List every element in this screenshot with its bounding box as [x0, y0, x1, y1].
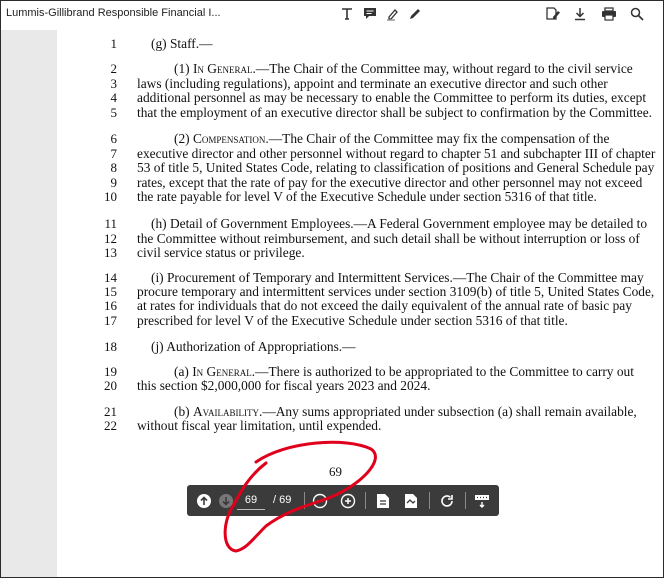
document-line: (j) Authorization of Appropriations.— [151, 339, 356, 354]
line-number: 14 [104, 270, 117, 285]
document-line: (h) Detail of Government Employees.—A Federal Government employee may be detailed to [151, 216, 648, 231]
line-prefix: (2) [174, 131, 193, 146]
comment-icon[interactable] [360, 5, 380, 23]
line-number: 6 [110, 131, 117, 146]
toolbar-divider [429, 492, 430, 509]
document-line: the rate payable for level V of the Executive Schedule under section 5316 of that title. [137, 189, 597, 204]
document-line: prescribed for level V of the Executive Schedule under section 5316 of that title. [137, 313, 568, 328]
top-toolbar [1, 1, 663, 30]
fit-page-icon[interactable] [373, 491, 393, 511]
line-body: .—Any sums appropriated under subsection (a) shall remain available, [258, 404, 637, 419]
document-title: Lummis-Gillibrand Responsible Financial I... [6, 7, 221, 19]
current-page-input[interactable]: 69 [237, 491, 265, 510]
page-up-icon[interactable] [194, 491, 214, 511]
total-pages-label: / 69 [273, 494, 292, 506]
document-line: (i) Procurement of Temporary and Intermittent Services.—The Chair of the Committee may [151, 270, 644, 285]
line-number: 10 [104, 189, 117, 204]
line-number: 1 [110, 36, 117, 51]
line-body: .—The Chair of the Committee may fix the compensation of the [265, 131, 610, 146]
page-navigation-toolbar [187, 485, 499, 516]
line-number: 7 [110, 146, 117, 161]
rotate-icon[interactable] [437, 491, 457, 511]
document-line [174, 61, 633, 77]
line-number: 16 [104, 298, 117, 313]
line-prefix: (b) [174, 404, 193, 419]
document-line: laws (including regulations), appoint and terminate an executive director and such other [137, 76, 608, 91]
zoom-out-icon[interactable] [310, 491, 330, 511]
toolbar-divider [304, 492, 305, 509]
line-number: 20 [104, 378, 117, 393]
document-line: 53 of title 5, United States Code, relating to classification of positions and General Schedule pay [137, 160, 655, 175]
section-heading: In General [192, 364, 252, 379]
line-number: 22 [104, 418, 117, 433]
search-icon[interactable] [627, 5, 647, 23]
section-heading: In General [192, 61, 253, 76]
line-number: 11 [104, 216, 117, 231]
document-line: procure temporary and intermittent services under section 3109(b) of title 5, United States Code, [137, 284, 655, 299]
document-line: at rates for individuals that do not exceed the daily equivalent of the annual rate of basic pay [137, 298, 632, 313]
toolbar-divider [365, 492, 366, 509]
fill-sign-icon[interactable] [543, 5, 563, 23]
line-number: 9 [110, 175, 117, 190]
document-line: (g) Staff.— [151, 36, 213, 51]
line-number: 17 [104, 313, 117, 328]
line-number: 12 [104, 231, 117, 246]
document-line: the Committee without reimbursement, and such detail shall be without interruption or loss of [137, 231, 640, 246]
document-line: civil service status or privilege. [137, 245, 305, 260]
section-heading: Compensation [192, 131, 266, 146]
document-line: without fiscal year limitation, until expended. [137, 418, 382, 433]
line-number: 8 [110, 160, 117, 175]
line-number: 15 [104, 284, 117, 299]
zoom-in-icon[interactable] [338, 491, 358, 511]
text-tool-icon[interactable] [337, 5, 357, 23]
document-line: additional personnel as may be necessary to enable the Committee to perform its duties, except [137, 90, 647, 105]
line-number: 13 [104, 245, 117, 260]
line-number: 3 [110, 76, 117, 91]
line-number: 5 [110, 105, 117, 120]
line-prefix: (a) [174, 364, 193, 379]
page-down-icon[interactable] [216, 491, 236, 511]
document-line: rates, except that the rate of pay for the executive director and other personnel may not exceed [137, 175, 643, 190]
section-heading: Availability [192, 404, 259, 419]
toolbar-divider [465, 492, 466, 509]
line-number: 18 [104, 339, 117, 354]
document-line: executive director and other personnel without regard to chapter 51 and subchapter III of chapter [137, 146, 656, 161]
document-line [174, 131, 609, 147]
fit-width-icon[interactable] [401, 491, 421, 511]
line-body: .—There is authorized to be appropriated to the Committee to carry out [251, 364, 634, 379]
more-tools-icon[interactable] [472, 491, 492, 511]
document-line: that the employment of an executive director shall be subject to confirmation by the Committee. [137, 105, 653, 120]
line-body: .—The Chair of the Committee may, without regard to the civil service [252, 61, 633, 76]
print-icon[interactable] [599, 5, 619, 23]
line-number: 2 [110, 61, 117, 76]
line-number: 19 [104, 364, 117, 379]
highlight-icon[interactable] [383, 5, 403, 23]
draw-icon[interactable] [405, 5, 425, 23]
line-number: 21 [104, 404, 117, 419]
line-number: 4 [110, 90, 117, 105]
page-number-label: 69 [329, 464, 342, 479]
download-icon[interactable] [570, 5, 590, 23]
line-prefix: (1) [174, 61, 193, 76]
document-line: this section $2,000,000 for fiscal years 2023 and 2024. [137, 378, 431, 393]
